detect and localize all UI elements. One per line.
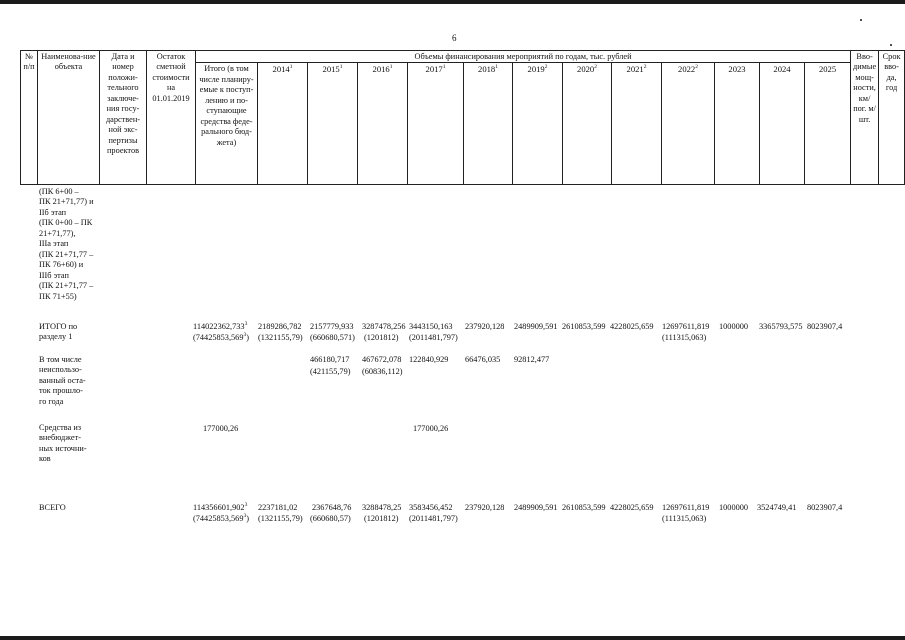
year-header-2017: 2017$^1$ — [408, 63, 464, 185]
vsego-2020: 2610853,599 — [562, 503, 606, 512]
year-header-2021: 2021$^2$ — [612, 63, 662, 185]
vsego-2023: 1000000 — [719, 503, 749, 512]
vsego-2021: 4228025,659 — [610, 503, 654, 512]
offbudget-2017: 177000,26 — [413, 424, 449, 433]
year-header-2020: 2020$^2$ — [563, 63, 612, 185]
itogo-2014-federal: (1321155,79) — [258, 333, 303, 342]
top-border — [0, 0, 905, 4]
year-header-2023: 2023 — [715, 63, 760, 185]
unused-2018: 66476,035 — [465, 355, 501, 364]
header-term: Срок вво-да, год — [879, 51, 905, 185]
page-number: 6 — [452, 33, 457, 43]
year-header-2022: 2022$^2$ — [662, 63, 715, 185]
year-header-2024: 2024 — [760, 63, 805, 185]
itogo-2014: 2189286,782 — [258, 322, 302, 331]
itogo-2015: 2157779,933 — [310, 322, 354, 331]
scan-speck — [890, 44, 892, 46]
vsego-2015-federal: (660680,57) — [310, 514, 351, 523]
vsego-total: 114356601,902$^3$ — [193, 502, 248, 512]
year-header-2014: 2014$^1$ — [258, 63, 308, 185]
itogo-total-federal: (74425853,569$^3$) — [193, 332, 249, 342]
vsego-2014-federal: (1321155,79) — [258, 514, 303, 523]
scan-speck — [860, 19, 862, 21]
itogo-2022-federal: (111315,063) — [662, 333, 707, 342]
row-label-offbudget: Средства из внебюджет- ных источни- ков — [39, 423, 87, 464]
vsego-2017: 3583456,452 — [409, 503, 453, 512]
itogo-2024: 3365793,575 — [759, 322, 803, 331]
itogo-2016: 3287478,256 — [362, 322, 406, 331]
vsego-total-federal: (74425853,569$^3$) — [193, 513, 249, 523]
unused-2017: 122840,929 — [409, 355, 449, 364]
vsego-2014: 2237181,02 — [258, 503, 298, 512]
header-remaining-cost: Остаток сметной стоимости на 01.01.2019 — [147, 51, 196, 185]
vsego-2015: 2367648,76 — [312, 503, 352, 512]
header-funding-volumes: Объемы финансирования мероприятий по годам, тыс. рублей — [196, 51, 851, 63]
itogo-total: 114022362,733$^3$ — [193, 321, 248, 331]
itogo-2019: 2489909,591 — [514, 322, 558, 331]
vsego-2018: 237920,128 — [465, 503, 505, 512]
itogo-2017-federal: (2011481,797) — [409, 333, 458, 342]
vsego-2016: 3288478,25 — [362, 503, 402, 512]
vsego-2017-federal: (2011481,797) — [409, 514, 458, 523]
object-name-continuation: (ПК 6+00 – ПК 21+71,77) и IIб этап (ПК 0+00 – ПК 21+71,77), IIIа этап (ПК 21+71,77 – ПК 76+60) и IIIб этап (ПК 21+71,77 – ПК 71+55) — [39, 187, 94, 301]
vsego-2022: 12697611,819 — [662, 503, 710, 512]
vsego-2019: 2489909,591 — [514, 503, 558, 512]
row-label-vsego: ВСЕГО — [39, 503, 66, 512]
vsego-2025: 8023907,4 — [807, 503, 843, 512]
itogo-2021: 4228025,659 — [610, 322, 654, 331]
vsego-2024: 3524749,41 — [757, 503, 797, 512]
unused-2015: 466180,717 — [310, 355, 350, 364]
year-header-2015: 2015$^1$ — [308, 63, 358, 185]
itogo-2025: 8023907,4 — [807, 322, 843, 331]
table-header — [20, 50, 905, 185]
header-object-name: Наименова-ние объекта — [38, 51, 100, 185]
itogo-2016-federal: (1201812) — [364, 333, 399, 342]
year-header-2016: 2016$^1$ — [358, 63, 408, 185]
row-label-itogo: ИТОГО по разделу 1 — [39, 322, 78, 342]
header-total: Итого (в том числе планиру-емые к поступ-лению и по-ступающие средства феде-рального бюд-жета) — [196, 63, 258, 185]
row-label-unused: В том числе неиспользо- ванный оста- ток прошло- го года — [39, 355, 86, 406]
itogo-2018: 237920,128 — [465, 322, 505, 331]
itogo-2015-federal: (660680,571) — [310, 333, 355, 342]
unused-2016-federal: (60836,112) — [362, 367, 403, 376]
itogo-2023: 1000000 — [719, 322, 749, 331]
itogo-2020: 2610853,599 — [562, 322, 606, 331]
header-capacity: Вво-димые мощ-ности, км/ пог. м/шт. — [851, 51, 879, 185]
unused-2016: 467672,078 — [362, 355, 402, 364]
vsego-2022-federal: (111315,063) — [662, 514, 707, 523]
unused-2019: 92812,477 — [514, 355, 550, 364]
itogo-2017: 3443150,163 — [409, 322, 453, 331]
offbudget-total: 177000,26 — [203, 424, 239, 433]
itogo-2022: 12697611,819 — [662, 322, 710, 331]
bottom-border — [0, 636, 905, 640]
header-expertise-date: Дата и номер положи-тельного заключе-ния госу-дарствен-ной экс-пертизы проектов — [100, 51, 147, 185]
unused-2015-federal: (421155,79) — [310, 367, 351, 376]
year-header-2019: 2019$^2$ — [513, 63, 563, 185]
vsego-2016-federal: (1201812) — [364, 514, 399, 523]
year-header-2025: 2025 — [805, 63, 851, 185]
year-header-2018: 2018$^1$ — [464, 63, 513, 185]
header-num: № п/п — [21, 51, 38, 185]
